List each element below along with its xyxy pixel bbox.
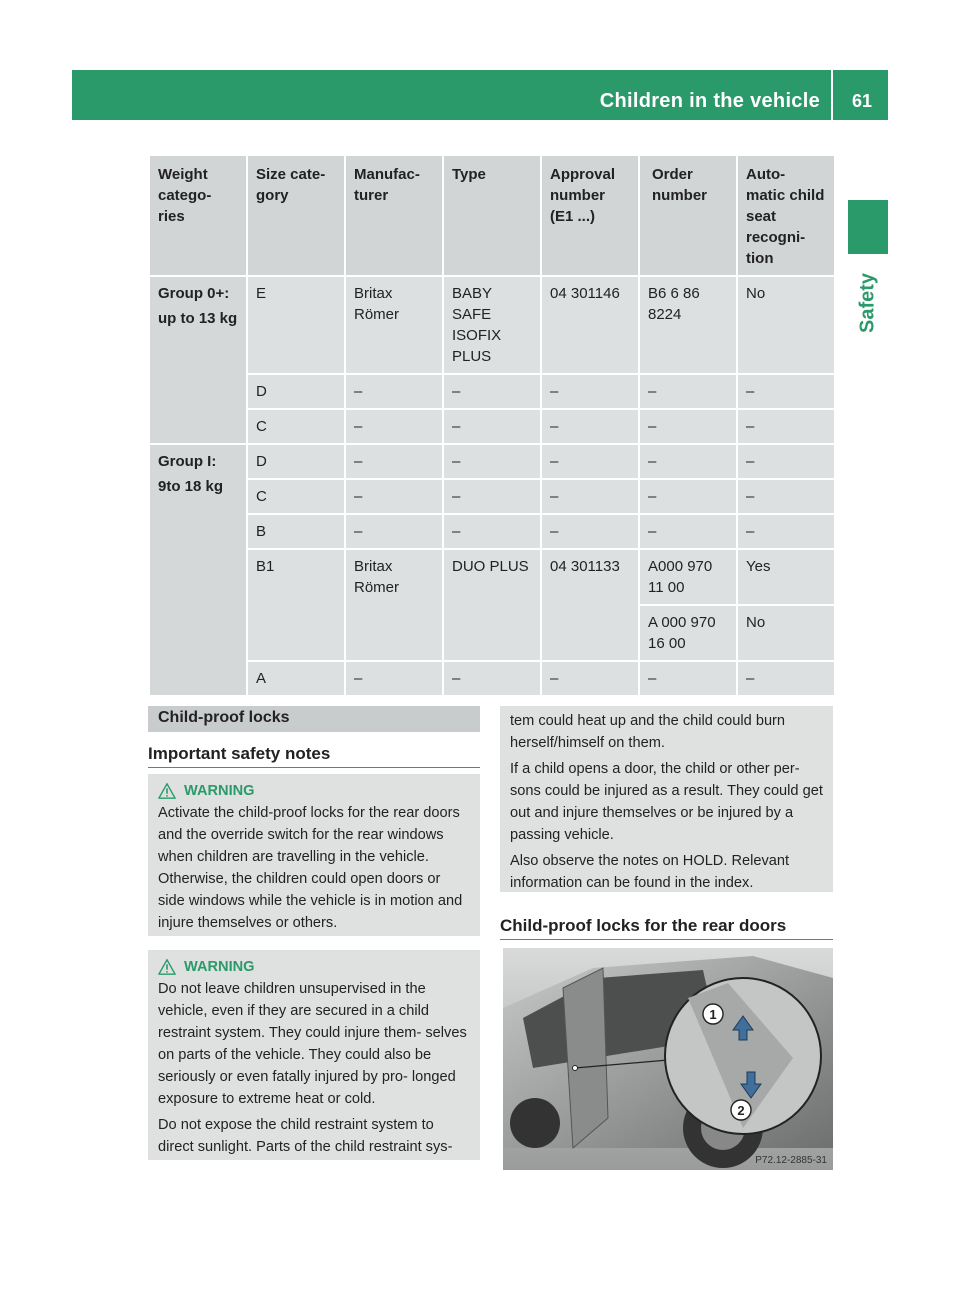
table-cell: – (444, 445, 540, 478)
table-cell: – (542, 375, 638, 408)
callout-anchor (573, 1066, 578, 1071)
table-cell: D (248, 375, 344, 408)
group-cell (150, 277, 246, 443)
table-cell: E (248, 277, 344, 373)
table-cell: – (444, 662, 540, 695)
table-cell: – (444, 375, 540, 408)
side-tab-marker (848, 200, 888, 254)
table-cell: – (640, 480, 736, 513)
figure-code: P72.12-2885-31 (755, 1155, 827, 1166)
table-cell: – (346, 375, 442, 408)
table-cell: A (248, 662, 344, 695)
table-cell: C (248, 410, 344, 443)
table-cell: – (542, 515, 638, 548)
warning-text: tem could heat up and the child could burn herself/himself on them. (510, 713, 786, 751)
warning-text: Also observe the notes on HOLD. Relevant information can be found in the index. (510, 853, 790, 891)
table-cell: – (738, 515, 834, 548)
table-cell: – (346, 410, 442, 443)
warning-text: Do not expose the child restraint system to direct sunlight. Parts of the child restraint sys- (158, 1117, 453, 1155)
table-cell: – (640, 375, 736, 408)
table-header-row (150, 156, 834, 275)
table-cell: Britax Römer (346, 277, 442, 373)
col-header: Size cate- gory (248, 156, 344, 275)
table-cell: – (346, 445, 442, 478)
warning-header (158, 956, 470, 978)
table-cell: – (738, 375, 834, 408)
table-cell: C (248, 480, 344, 513)
table-cell: – (542, 445, 638, 478)
group-name: Group 0+: (158, 285, 230, 302)
page-number: 61 (851, 91, 873, 111)
table-cell: – (640, 515, 736, 548)
subheading-rear-doors: Child-proof locks for the rear doors (500, 916, 787, 935)
warning-icon (158, 782, 176, 800)
warning-text: If a child opens a door, the child or other per- sons could be injured as a result. They could get out and injure themselves or be injured by a passing vehicle. (510, 761, 823, 843)
table-cell: – (542, 662, 638, 695)
table-cell: – (444, 515, 540, 548)
chapter-title: Children in the vehicle (599, 90, 820, 112)
table-cell: – (542, 480, 638, 513)
table-cell: – (640, 662, 736, 695)
table-cell: A 000 970 16 00 (640, 606, 736, 660)
table-cell: – (738, 662, 834, 695)
table-cell: B6 6 86 8224 (640, 277, 736, 373)
callout-1: 1 (709, 1007, 717, 1022)
section-heading-bar (148, 706, 480, 732)
group-cell (150, 445, 246, 695)
table-cell: – (542, 410, 638, 443)
table-cell: – (640, 410, 736, 443)
child-lock-figure (503, 948, 833, 1170)
table-cell: Yes (738, 550, 834, 604)
table-cell: DUO PLUS (444, 550, 540, 660)
section-title: Child-proof locks (158, 709, 290, 726)
table-cell: – (346, 662, 442, 695)
table-row (150, 480, 834, 513)
table-row (150, 550, 834, 604)
side-tab (848, 258, 888, 348)
table-cell: 04 301146 (542, 277, 638, 373)
warning-header (158, 780, 470, 802)
group-name: Group I: (158, 453, 217, 470)
subheading-rule (500, 939, 833, 940)
table-cell: No (738, 277, 834, 373)
col-header: Type (444, 156, 540, 275)
col-header: Order number (640, 156, 736, 275)
table-row (150, 515, 834, 548)
table-row (150, 277, 834, 373)
col-header: Weight catego- ries (150, 156, 246, 275)
table-cell: – (346, 480, 442, 513)
table-cell: B1 (248, 550, 344, 660)
table-cell: – (738, 410, 834, 443)
table-row (150, 375, 834, 408)
warning-label: WARNING (184, 959, 255, 975)
table-cell: A000 970 11 00 (640, 550, 736, 604)
table-cell: Britax Römer (346, 550, 442, 660)
front-wheel (510, 1098, 560, 1148)
table-row (150, 662, 834, 695)
col-header: Approval number (E1 ...) (542, 156, 638, 275)
table-cell: – (640, 445, 736, 478)
table-cell: D (248, 445, 344, 478)
table-row (150, 410, 834, 443)
table-cell: 04 301133 (542, 550, 638, 660)
warning-box-2 (148, 950, 480, 1160)
warning-continued-box (500, 706, 833, 892)
child-seat-table (148, 154, 836, 697)
table-cell: – (444, 410, 540, 443)
table-cell: – (444, 480, 540, 513)
table-row (150, 445, 834, 478)
table-cell: – (738, 480, 834, 513)
side-tab-label: Safety (856, 272, 879, 334)
col-header: Auto- matic child seat recogni- tion (738, 156, 834, 275)
warning-label: WARNING (184, 783, 255, 799)
header-separator (831, 70, 833, 120)
warning-text: Do not leave children unsupervised in the vehicle, even if they are secured in a child restraint system. They could injure them- selves on parts of the vehicle. They could also be seriously or even fatally injured by pro- longed exposure to extreme heat or cold. (158, 981, 467, 1107)
table-cell: BABY SAFE ISOFIX PLUS (444, 277, 540, 373)
table-cell: B (248, 515, 344, 548)
callout-2: 2 (737, 1103, 745, 1118)
subheading-rule (148, 767, 480, 768)
car-door-illustration (503, 948, 833, 1170)
group-range: up to 13 kg (158, 310, 238, 327)
col-header: Manufac- turer (346, 156, 442, 275)
warning-text: Activate the child-proof locks for the rear doors and the override switch for the rear windows when children are travelling in the vehicle. Otherwise, the children could open doors or side windows while the vehicle is in motion and injure themselves or others. (158, 805, 463, 931)
subheading-safety-notes: Important safety notes (148, 744, 331, 763)
table-cell: No (738, 606, 834, 660)
warning-icon (158, 958, 176, 976)
table-cell: – (738, 445, 834, 478)
table-cell: – (346, 515, 442, 548)
group-range: 9to 18 kg (158, 478, 224, 495)
warning-box-1 (148, 774, 480, 936)
